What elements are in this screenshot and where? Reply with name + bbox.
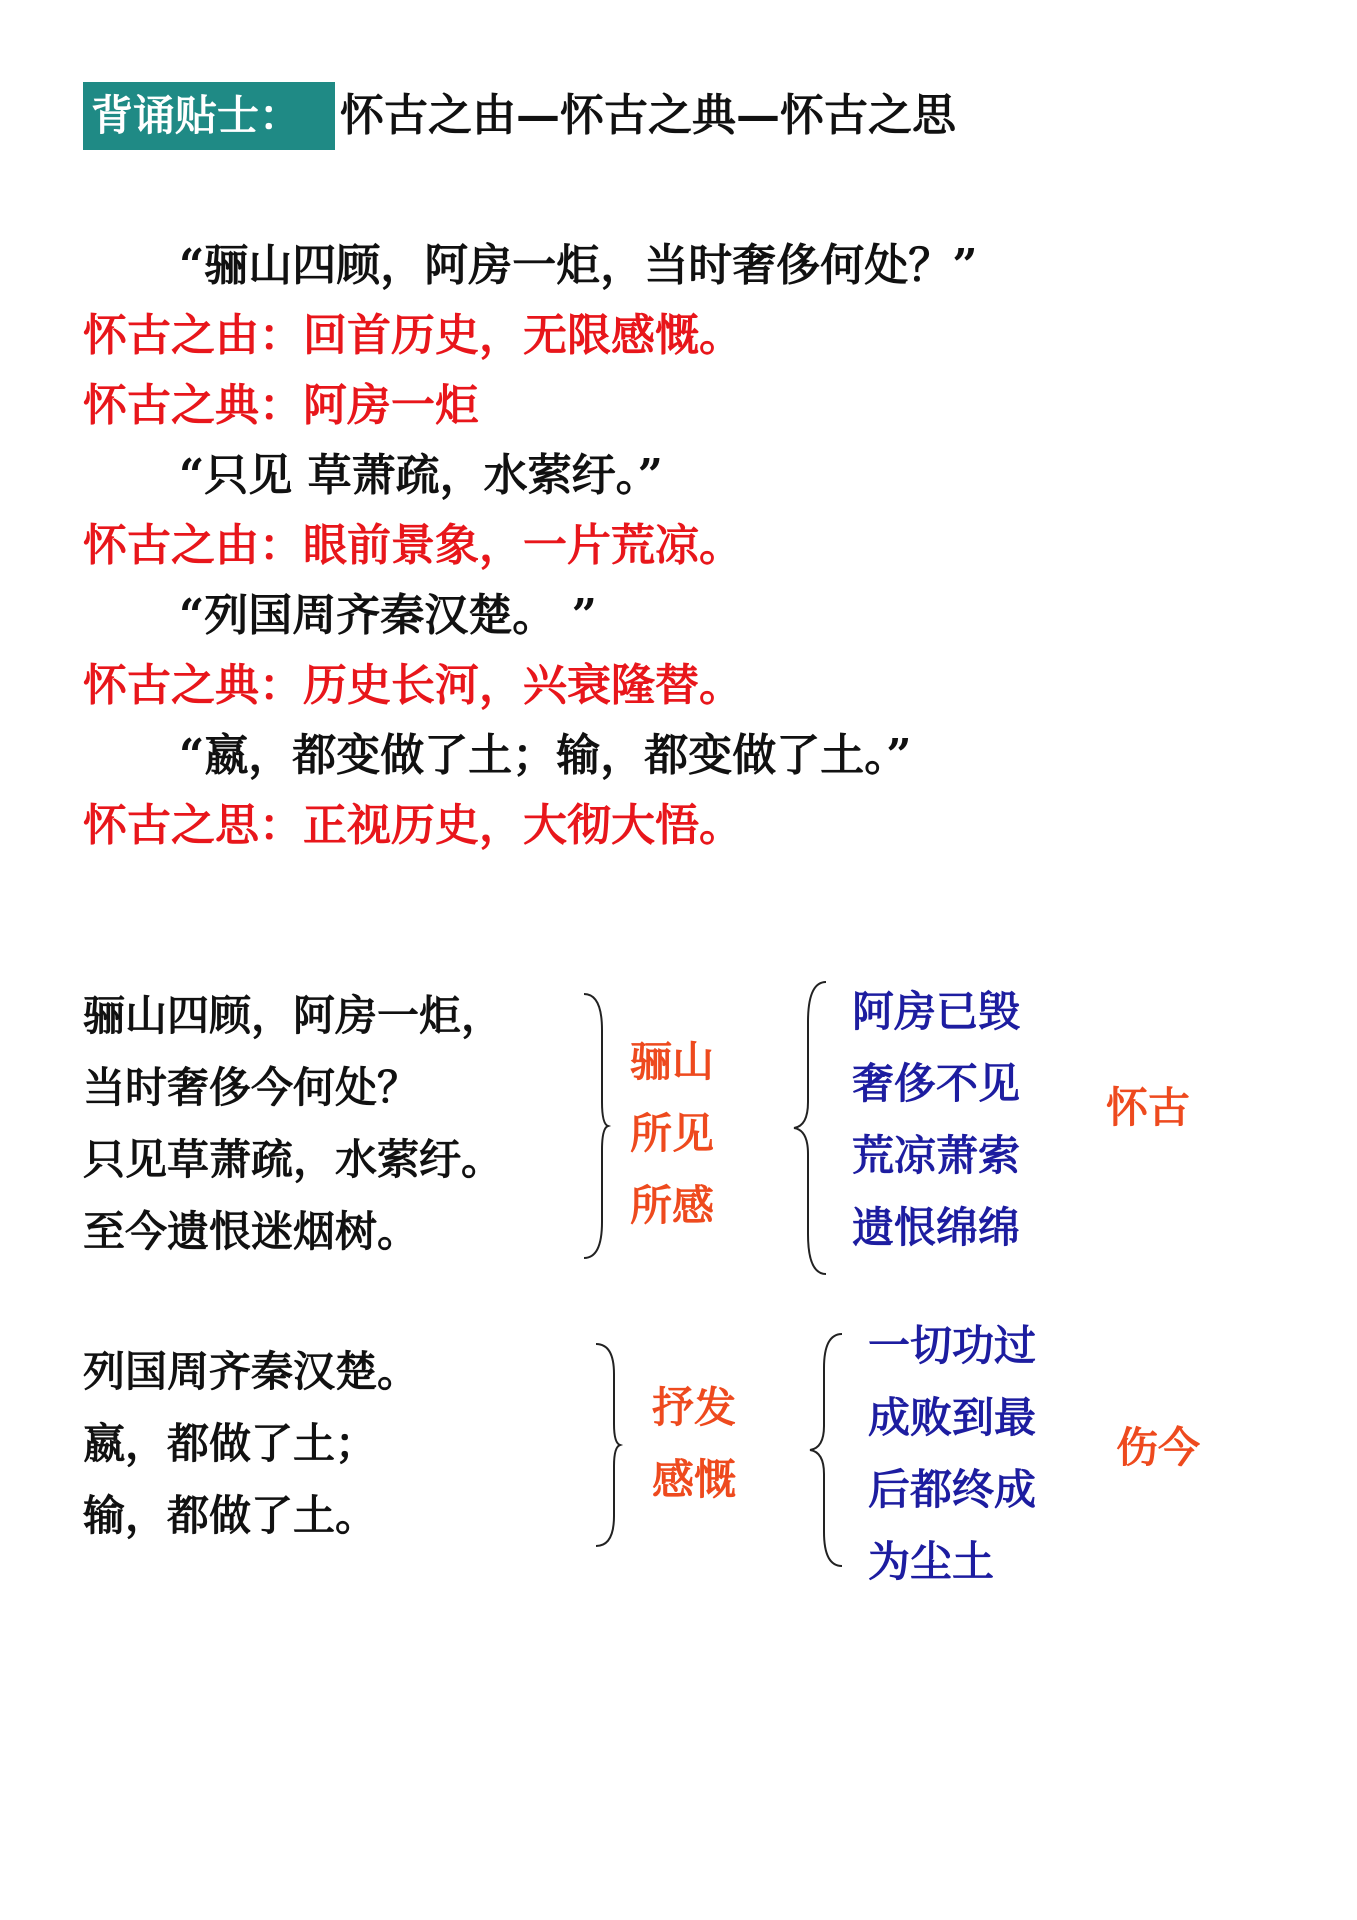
left-brace-icon (790, 978, 830, 1278)
list-item: 奢侈不见 (852, 1059, 1021, 1108)
right-brace-icon (592, 1340, 622, 1550)
note-line: 怀古之典：历史长河，兴衰隆替。 (83, 660, 743, 711)
list-item: 一切功过 (868, 1321, 1037, 1370)
list-item: 成败到最 (868, 1393, 1037, 1442)
right-brace-icon (580, 990, 610, 1260)
list-item: 阿房已毁 (852, 987, 1021, 1036)
note-line: 怀古之由：回首历史，无限感慨。 (83, 310, 743, 361)
list-item: 为尘土 (868, 1537, 995, 1586)
note-line: 怀古之典：阿房一炬 (83, 380, 479, 431)
poem-line: 只见草萧疏，水萦纡。 (83, 1135, 504, 1184)
note-line: 怀古之由：眼前景象，一片荒凉。 (83, 520, 743, 571)
list-item: 遗恨绵绵 (852, 1203, 1021, 1252)
list-item: 后都终成 (868, 1465, 1037, 1514)
list-item: 荒凉萧索 (852, 1131, 1021, 1180)
middle-label: 感慨 (652, 1455, 737, 1504)
middle-label: 所感 (630, 1181, 715, 1230)
poem-line: 嬴，都做了土； (83, 1419, 378, 1468)
poem-line: 当时奢侈今何处？ (83, 1063, 420, 1112)
tips-tag: 背诵贴士： (83, 82, 335, 150)
middle-label: 抒发 (652, 1383, 737, 1432)
quote-line: “骊山四顾，阿房一炬，当时奢侈何处？” (179, 240, 978, 291)
quote-line: “列国周齐秦汉楚。 ” (179, 590, 597, 641)
conclusion-label: 怀古 (1106, 1083, 1191, 1132)
poem-line: 列国周齐秦汉楚。 (83, 1347, 420, 1396)
poem-line: 骊山四顾，阿房一炬， (83, 991, 504, 1040)
conclusion-label: 伤今 (1116, 1423, 1201, 1472)
poem-line: 输，都做了土。 (83, 1491, 378, 1540)
left-brace-icon (806, 1330, 846, 1570)
quote-line: “只见 草萧疏，水萦纡。” (179, 450, 663, 501)
middle-label: 所见 (630, 1109, 715, 1158)
poem-line: 至今遗恨迷烟树。 (83, 1207, 420, 1256)
middle-label: 骊山 (630, 1037, 715, 1086)
note-line: 怀古之思：正视历史，大彻大悟。 (83, 800, 743, 851)
page-title: 怀古之由—怀古之典—怀古之思 (340, 90, 956, 141)
quote-line: “嬴，都变做了土；输，都变做了土。” (179, 730, 912, 781)
